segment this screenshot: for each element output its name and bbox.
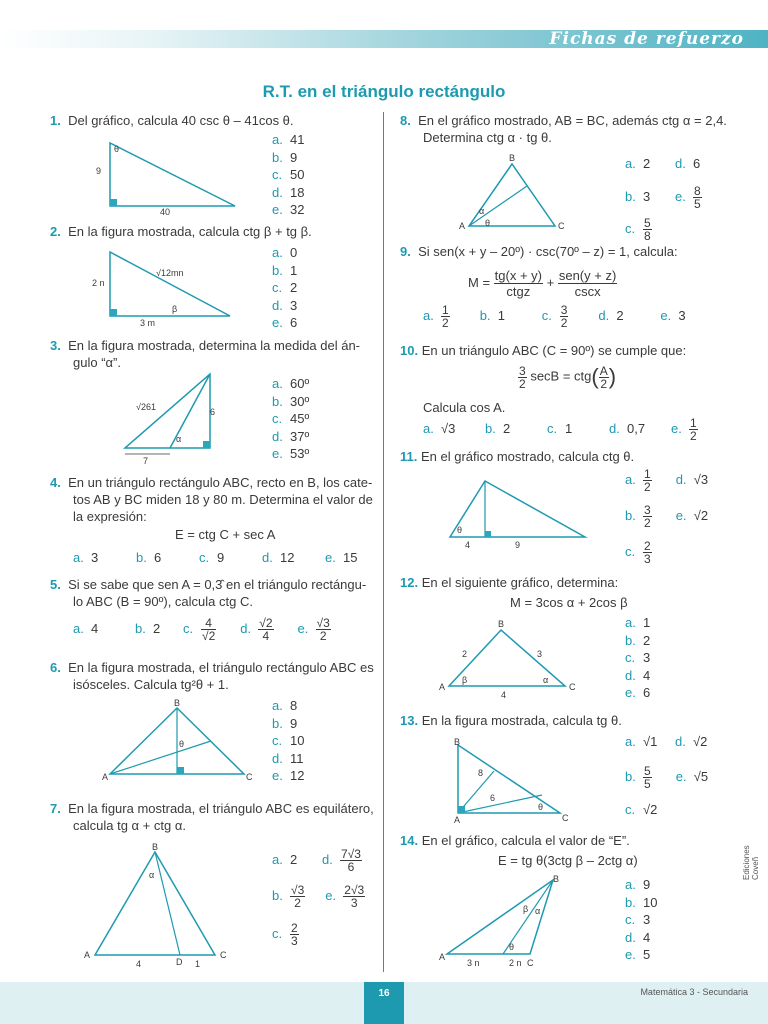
figure-label: A: [454, 815, 461, 825]
option-value: √1: [643, 734, 658, 749]
figure-label: α: [535, 906, 541, 916]
problem-number: 2.: [50, 224, 61, 239]
option-letter: d.: [272, 428, 283, 444]
options-3: [272, 375, 309, 463]
option-letter: a.: [272, 698, 283, 713]
option-letter: e.: [671, 420, 682, 436]
option-value: 8: [290, 698, 298, 713]
fraction: $\frac{2√3}{3}$: [344, 883, 365, 910]
option-value: 12: [280, 550, 295, 565]
option-letter: b.: [625, 632, 636, 648]
page-title: R.T. en el triángulo rectángulo: [262, 82, 506, 101]
figure-label: A: [459, 221, 466, 231]
option-value: 37º: [290, 428, 310, 444]
option-letter: e.: [660, 307, 672, 323]
option-value: 18: [290, 184, 305, 200]
problem-text: gulo “α”.: [73, 355, 121, 370]
problem-number: 6.: [50, 660, 61, 675]
figure-label: θ: [114, 144, 120, 154]
figure-label: 4: [465, 540, 471, 550]
figure-3: [120, 370, 220, 466]
figure-label: β: [462, 675, 468, 685]
problem-text: Si se sabe que sen A = 0,3̂ en el triángulo rectángu-: [68, 577, 367, 592]
figure-label: α: [543, 675, 549, 685]
problem-text: En un triángulo ABC (C = 90º) se cumple que:: [421, 343, 687, 358]
problem-text: la expresión:: [73, 509, 147, 524]
options-6: [272, 697, 304, 785]
option-letter: e.: [272, 768, 283, 783]
option-letter: b.: [272, 887, 283, 903]
option-letter: d.: [625, 929, 636, 945]
problem-text: En la figura mostrada, el triángulo rectángulo ABC es: [68, 660, 374, 675]
option-value: 1: [565, 420, 573, 436]
option-letter: c.: [272, 411, 283, 426]
figure-6: [100, 698, 260, 783]
figure-label: C: [246, 772, 253, 782]
problem-number: 8.: [400, 113, 411, 128]
figure-label: θ: [485, 218, 491, 228]
option-letter: a.: [423, 420, 434, 436]
problem-text: lo ABC (B = 90º), calcula ctg C.: [73, 594, 253, 609]
option-value: 3: [643, 188, 651, 204]
figure-label: 40: [160, 207, 171, 217]
option-value: 1: [497, 307, 505, 323]
option-letter: b.: [272, 262, 283, 278]
option-value: 6: [643, 685, 651, 700]
option-value: 41: [290, 132, 305, 147]
problem-13: [400, 712, 622, 729]
figure-label: C: [558, 221, 565, 231]
problem-number: 7.: [50, 801, 61, 816]
options-4: [73, 549, 373, 567]
option-letter: d.: [609, 420, 620, 436]
option-value: 12: [290, 768, 305, 783]
problem-text: En la figura mostrada, calcula ctg β + tg β.: [68, 224, 312, 239]
option-letter: a.: [625, 877, 636, 892]
figure-1: [90, 138, 250, 218]
figure-label: β: [172, 304, 178, 314]
option-letter: a.: [272, 245, 283, 260]
options-9: [423, 304, 753, 329]
option-letter: a.: [272, 376, 283, 391]
figure-label: C: [527, 958, 534, 968]
option-letter: a.: [73, 550, 84, 565]
figure-label: 4: [501, 690, 507, 700]
option-value: 1: [643, 615, 651, 630]
option-letter: d.: [675, 471, 687, 487]
option-value: 6: [154, 550, 162, 565]
option-value: √2: [693, 734, 708, 749]
option-letter: b.: [272, 393, 283, 409]
problem-text: En la figura mostrada, el triángulo ABC es equilátero,: [68, 801, 374, 816]
figure-label: 8: [478, 768, 484, 778]
option-value: 4: [91, 620, 99, 636]
option-letter: b.: [136, 550, 147, 565]
option-letter: e.: [272, 446, 283, 461]
options-13: [625, 733, 745, 819]
option-letter: b.: [625, 894, 636, 910]
figure-label: θ: [509, 942, 515, 952]
option-letter: d.: [675, 734, 686, 749]
header-title: Fichas de refuerzo: [549, 29, 744, 49]
problem-8: [400, 112, 727, 146]
figure-label: 2 n: [92, 278, 105, 288]
figure-label: B: [509, 153, 516, 163]
option-value: √3: [693, 471, 709, 487]
option-letter: c.: [272, 925, 283, 941]
problem-12: [400, 574, 618, 591]
option-letter: d.: [240, 620, 252, 636]
fraction: $\frac{7√3}{6}$: [341, 847, 361, 874]
option-letter: c.: [625, 220, 636, 236]
option-letter: d.: [272, 750, 283, 766]
option-value: √2: [693, 507, 709, 523]
option-letter: c.: [272, 733, 283, 748]
option-letter: b.: [625, 768, 636, 784]
figure-label: 2 n: [509, 958, 522, 968]
figure-label: A: [439, 682, 446, 692]
figure-label: A: [102, 772, 109, 782]
option-value: √5: [693, 768, 709, 784]
option-letter: e.: [297, 620, 309, 636]
option-letter: b.: [272, 149, 283, 165]
figure-14: [435, 872, 585, 972]
option-value: 15: [343, 550, 358, 565]
problem-9: [400, 243, 678, 260]
option-value: 0: [290, 245, 298, 260]
figure-11: [445, 475, 595, 555]
fraction: $\frac{3}{2}$: [644, 503, 651, 530]
expression-10: $\frac{3}{2}$ secB = ctg( $\frac{A}{2}$ ): [519, 363, 617, 391]
problem-6: [50, 659, 374, 693]
option-letter: e.: [272, 202, 283, 217]
figure-label: D: [176, 957, 183, 967]
option-letter: a.: [423, 307, 434, 323]
figure-label: 3 m: [140, 318, 156, 328]
option-letter: c.: [183, 620, 194, 636]
problem-text: En el siguiente gráfico, determina:: [421, 575, 619, 590]
option-letter: a.: [272, 132, 283, 147]
figure-label: A: [439, 952, 446, 962]
option-letter: e.: [625, 947, 636, 962]
problem-text: Del gráfico, calcula 40 csc θ – 41cos θ.: [68, 113, 294, 128]
option-letter: a.: [625, 734, 636, 749]
figure-label: 9: [515, 540, 521, 550]
problem-5: [50, 576, 366, 610]
option-letter: d.: [675, 156, 686, 171]
options-1: [272, 131, 304, 219]
option-value: 3: [678, 307, 686, 323]
option-value: 30º: [290, 393, 310, 409]
figure-label: C: [562, 813, 569, 823]
option-letter: c.: [625, 802, 636, 817]
option-letter: b.: [485, 420, 496, 436]
problem-text: En la figura mostrada, determina la medida del án-: [68, 338, 361, 353]
book-title: Matemática 3 - Secundaria: [640, 987, 748, 997]
option-value: 11: [290, 750, 304, 766]
problem-14: [400, 832, 630, 849]
option-letter: a.: [73, 620, 84, 636]
problem-number: 5.: [50, 577, 61, 592]
option-letter: c.: [625, 543, 636, 559]
option-value: 9: [290, 149, 298, 165]
option-letter: c.: [541, 307, 552, 323]
figure-label: α: [176, 434, 182, 444]
option-letter: b.: [272, 715, 283, 731]
problem-number: 9.: [400, 244, 411, 259]
figure-label: A: [84, 950, 91, 960]
option-value: 3: [643, 912, 651, 927]
fraction: $\frac{5}{8}$: [644, 216, 651, 243]
figure-label: B: [454, 737, 461, 747]
option-value: 6: [290, 315, 298, 330]
figure-label: 6: [210, 407, 216, 417]
figure-label: 6: [490, 793, 496, 803]
problem-text: Determina ctg α · tg θ.: [423, 130, 552, 145]
problem-7: [50, 800, 374, 834]
option-value: 9: [217, 550, 225, 565]
fraction: $\frac{1}{2}$: [690, 416, 697, 443]
option-value: 9: [290, 715, 298, 731]
option-letter: c.: [625, 912, 636, 927]
option-value: 2: [503, 420, 511, 436]
option-letter: d.: [625, 667, 636, 683]
option-letter: e.: [675, 188, 686, 204]
option-letter: b.: [625, 188, 636, 204]
option-letter: d.: [272, 297, 283, 313]
option-letter: e.: [325, 550, 336, 565]
option-letter: d.: [322, 851, 333, 867]
option-value: 50: [290, 167, 305, 182]
figure-label: β: [523, 904, 529, 914]
problem-text: calcula tg α + ctg α.: [73, 818, 186, 833]
figure-label: 3: [537, 649, 543, 659]
option-value: 10: [290, 733, 305, 748]
fraction: $\frac{√3}{2}$: [291, 883, 305, 910]
options-7: [272, 848, 382, 947]
option-letter: d.: [262, 550, 273, 565]
option-letter: d.: [272, 184, 283, 200]
option-letter: a.: [625, 471, 636, 487]
option-letter: a.: [625, 615, 636, 630]
figure-label: 7: [143, 456, 149, 466]
option-letter: e.: [272, 315, 283, 330]
fraction: $\frac{4}{√2}$: [202, 616, 216, 643]
figure-label: B: [498, 619, 505, 629]
option-value: √2: [643, 802, 658, 817]
option-value: 32: [290, 202, 305, 217]
problem-text: En el gráfico mostrado, AB = BC, además ctg α = 2,4.: [418, 113, 727, 128]
option-value: 53º: [290, 446, 310, 461]
option-value: 60º: [290, 376, 310, 391]
figure-label: α: [479, 206, 485, 216]
options-2: [272, 244, 297, 332]
problem-4: [50, 474, 373, 525]
option-value: 10: [643, 894, 658, 910]
figure-label: C: [220, 950, 227, 960]
option-letter: a.: [272, 851, 283, 867]
figure-label: 4: [136, 959, 142, 969]
option-value: 6: [693, 156, 701, 171]
option-letter: e.: [675, 768, 687, 784]
option-value: 5: [643, 947, 651, 962]
option-value: 4: [643, 929, 651, 945]
fraction: $\frac{√2}{4}$: [259, 616, 273, 643]
options-11: [625, 468, 745, 565]
option-letter: c.: [272, 167, 283, 182]
option-value: 3: [91, 550, 99, 565]
figure-8: [455, 152, 575, 232]
problem-text: En la figura mostrada, calcula tg θ.: [421, 713, 622, 728]
problem-number: 12.: [400, 575, 419, 590]
figure-label: B: [174, 698, 181, 708]
option-value: 1: [290, 262, 298, 278]
problem-2: [50, 223, 312, 240]
option-value: 2: [643, 156, 651, 171]
figure-label: α: [149, 870, 155, 880]
option-letter: c.: [199, 550, 210, 565]
expression-12: M = 3cos α + 2cos β: [510, 595, 628, 610]
option-value: 2: [616, 307, 624, 323]
option-letter: c.: [547, 420, 558, 436]
figure-label: B: [553, 874, 560, 884]
option-value: 2: [290, 851, 298, 867]
option-letter: b.: [135, 620, 146, 636]
problem-text: tos AB y BC miden 18 y 80 m. Determina el valor de: [73, 492, 373, 507]
problem-text: Si sen(x + y – 20º) · csc(70º – z) = 1, calcula:: [418, 244, 678, 259]
problem-number: 14.: [400, 833, 419, 848]
figure-label: √261: [136, 402, 156, 412]
problem-text: En un triángulo rectángulo ABC, recto en B, los cate-: [68, 475, 373, 490]
expression-9: M = $\frac{tg(x + y)}{\text{ctgz}}$ + $\frac{\text{sen(y + z)}}{\csc x}$: [468, 268, 617, 299]
fraction: $\frac{√3}{2}$: [316, 616, 330, 643]
page-number: 16: [364, 982, 404, 1024]
figure-label: √12mn: [156, 268, 184, 278]
problem-11: [400, 448, 634, 465]
option-letter: c.: [625, 650, 636, 665]
options-10: [423, 417, 753, 442]
figure-label: 2: [462, 649, 468, 659]
options-12: [625, 614, 650, 702]
option-letter: b.: [625, 507, 636, 523]
figure-label: θ: [457, 525, 463, 535]
figure-label: θ: [179, 739, 185, 749]
fraction: $\frac{2}{3}$: [291, 921, 298, 948]
expression-14: E = tg θ(3ctg β – 2ctg α): [498, 853, 638, 868]
problem-text: En el gráfico mostrado, calcula ctg θ.: [420, 449, 635, 464]
option-letter: d.: [598, 307, 610, 323]
option-value: 3: [643, 650, 651, 665]
option-letter: e.: [325, 887, 337, 903]
figure-7: [80, 840, 240, 970]
problem-10: [400, 342, 686, 359]
publisher-vertical: Ediciones Coveñ: [742, 845, 760, 880]
option-letter: e.: [625, 685, 636, 700]
figure-label: 9: [96, 166, 102, 176]
option-letter: c.: [272, 280, 283, 295]
column-divider: [383, 112, 384, 972]
fraction: $\frac{5}{5}$: [644, 764, 651, 791]
figure-13: [450, 735, 580, 825]
option-value: 2: [153, 620, 161, 636]
option-value: 0,7: [627, 420, 646, 436]
option-value: 4: [643, 667, 651, 683]
figure-12: [435, 618, 585, 700]
option-value: 3: [290, 297, 298, 313]
options-14: [625, 876, 657, 964]
problem-text: isósceles. Calcula tg²θ + 1.: [73, 677, 229, 692]
option-letter: a.: [625, 156, 636, 171]
problem-text: Calcula cos A.: [423, 400, 506, 415]
option-value: 45º: [290, 411, 310, 426]
options-8: [625, 155, 735, 242]
problem-number: 3.: [50, 338, 61, 353]
figure-label: θ: [538, 802, 544, 812]
figure-label: 3 n: [467, 958, 480, 968]
option-letter: b.: [479, 307, 491, 323]
problem-text: En el gráfico, calcula el valor de “E”.: [421, 833, 630, 848]
option-value: √3: [441, 420, 456, 436]
problem-3: [50, 337, 360, 371]
option-value: 9: [643, 877, 651, 892]
problem-number: 13.: [400, 713, 419, 728]
expression-4: E = ctg C + sec A: [175, 527, 276, 542]
options-5: [73, 617, 378, 642]
problem-1: [50, 112, 294, 129]
figure-label: C: [569, 682, 576, 692]
problem-number: 11.: [400, 449, 418, 464]
option-value: 2: [290, 280, 298, 295]
fraction: $\frac{8}{5}$: [694, 184, 701, 211]
option-value: 2: [643, 632, 651, 648]
figure-label: B: [152, 842, 159, 852]
problem-number: 10.: [400, 343, 419, 358]
figure-label: 1: [195, 959, 201, 969]
fraction: $\frac{1}{2}$: [442, 303, 449, 330]
problem-number: 1.: [50, 113, 61, 128]
fraction: $\frac{3}{2}$: [560, 303, 568, 330]
fraction: $\frac{2}{3}$: [644, 539, 651, 566]
problem-number: 4.: [50, 475, 61, 490]
figure-2: [90, 248, 250, 328]
fraction: $\frac{1}{2}$: [644, 467, 651, 494]
option-letter: e.: [675, 507, 687, 523]
